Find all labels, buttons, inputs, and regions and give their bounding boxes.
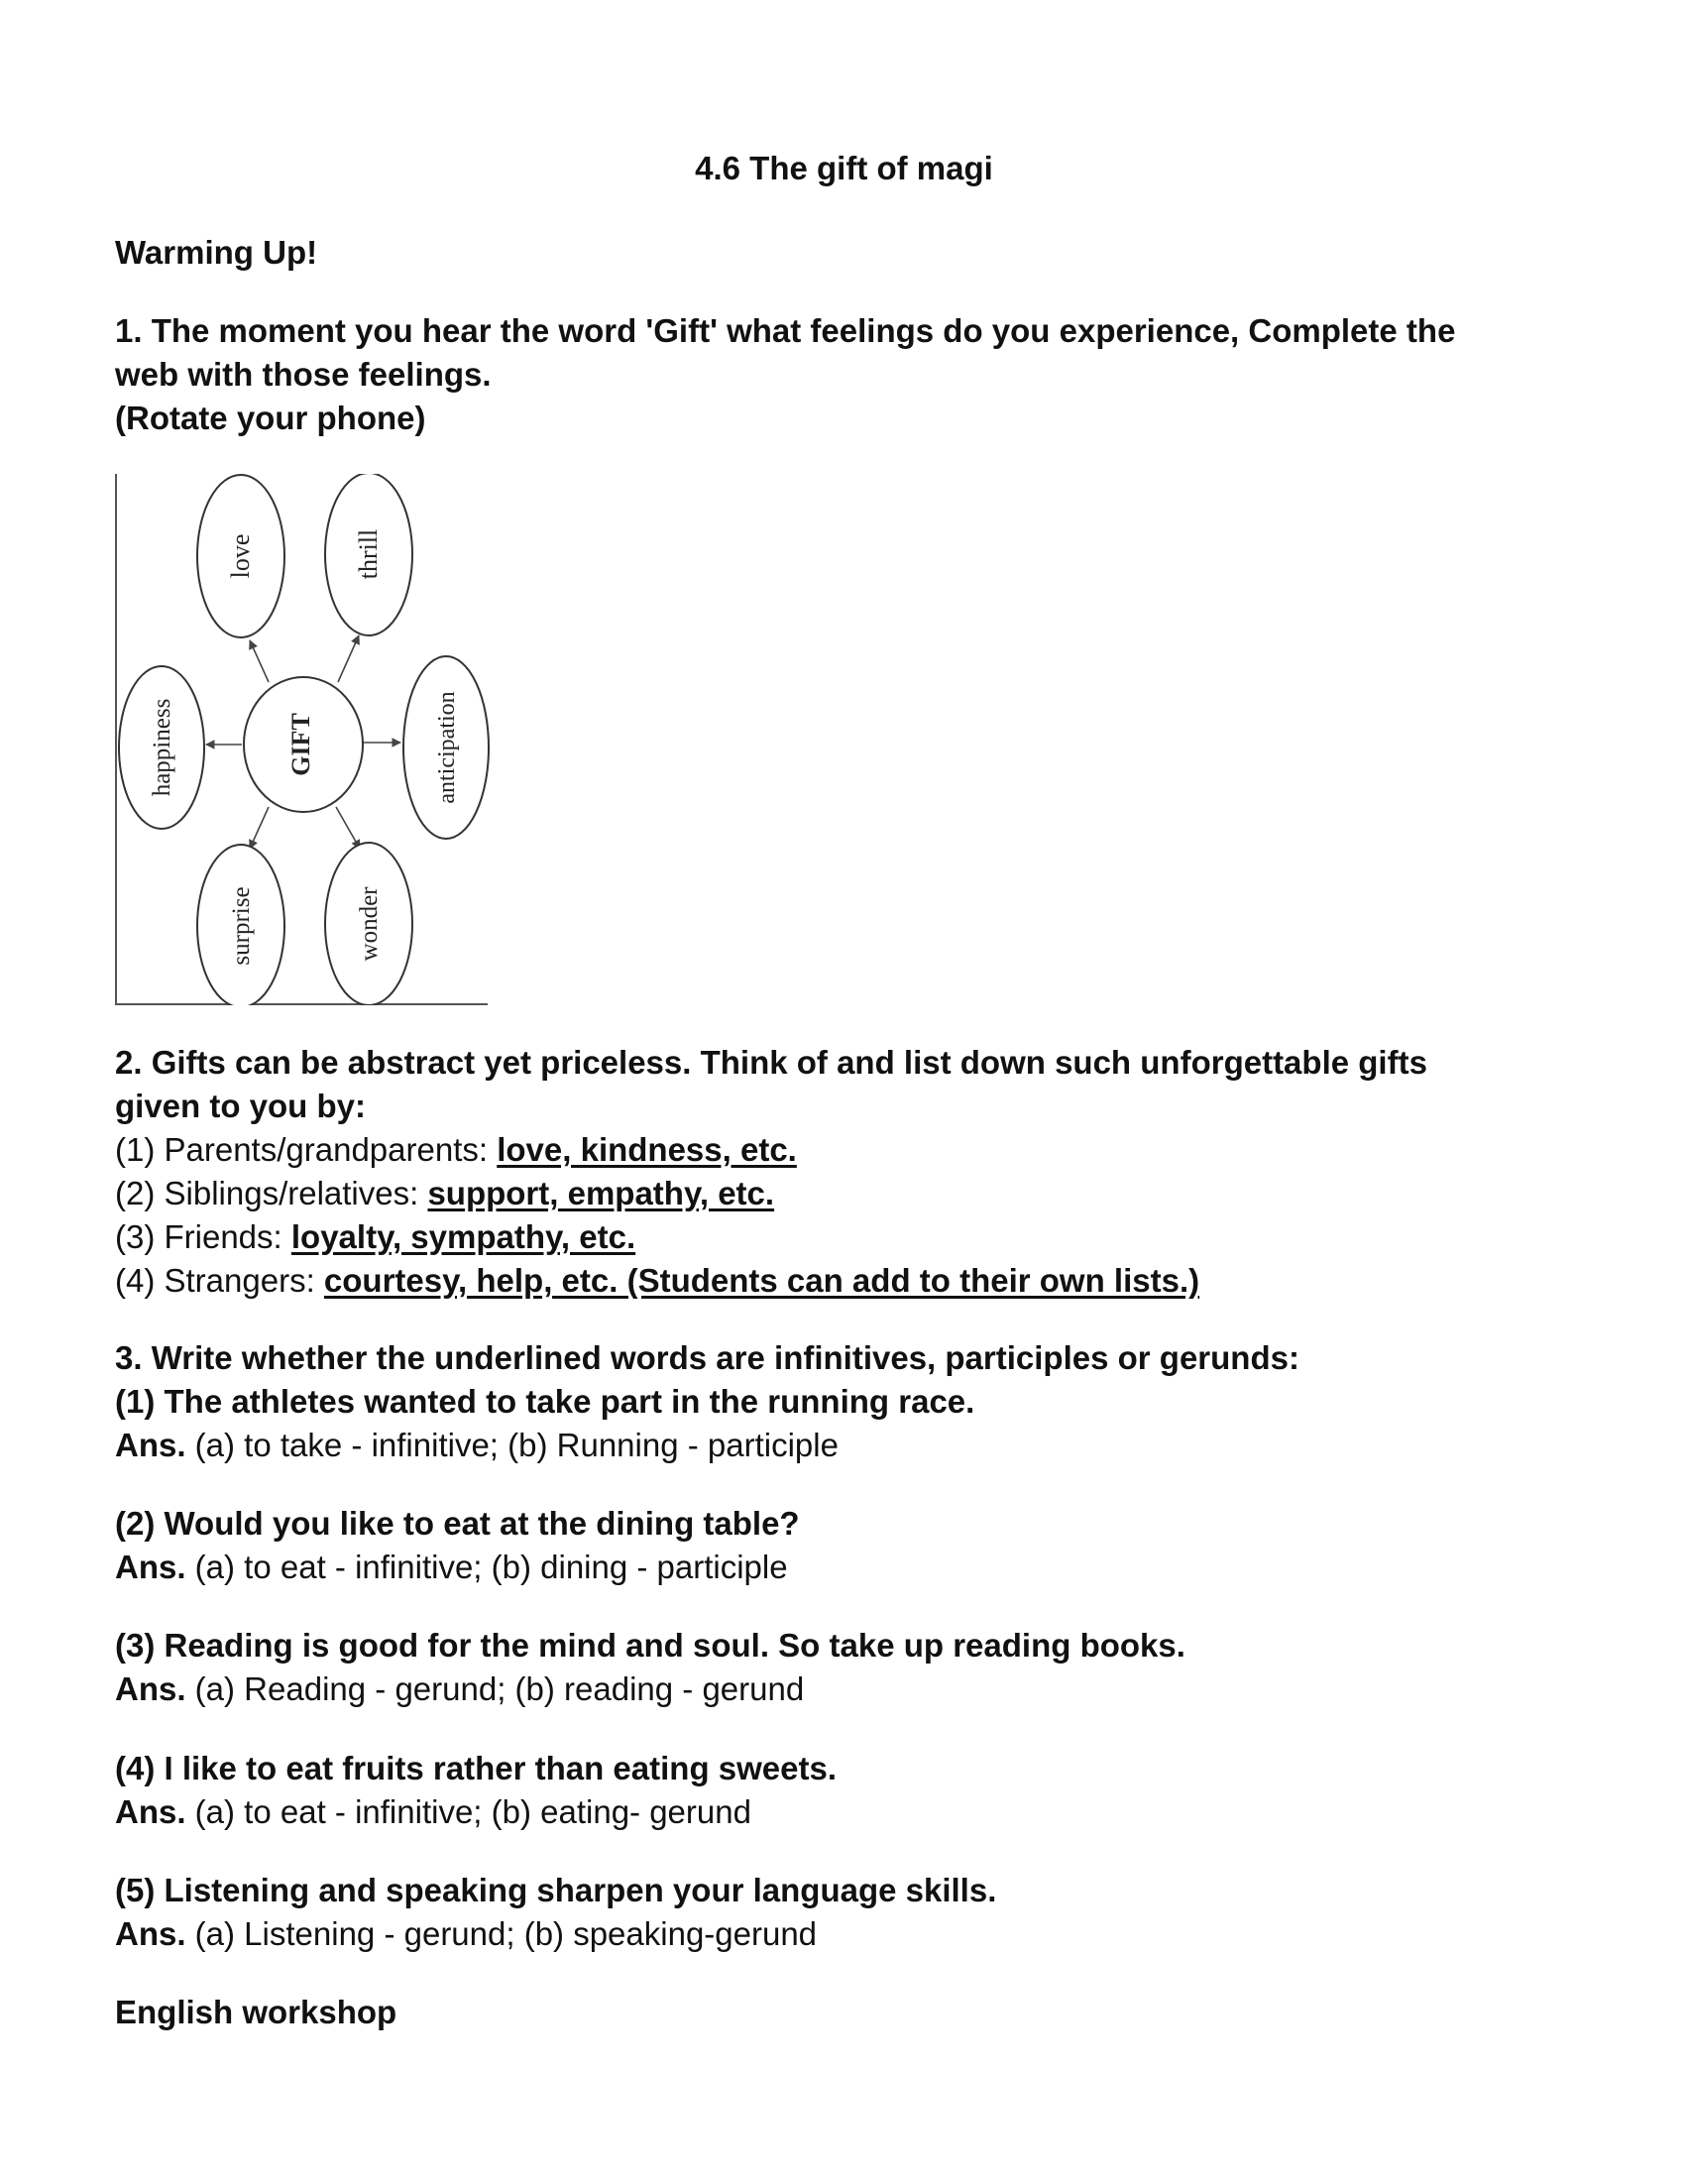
q2-line-1: 2. Gifts can be abstract yet priceless. Think of and list down such unforgettable gifts — [115, 1044, 1427, 1081]
q3-question: (4) I like to eat fruits rather than eating sweets. — [115, 1750, 838, 1786]
ans-text: (a) Reading - gerund; (b) reading - gerund — [185, 1670, 805, 1707]
q3-question: (2) Would you like to eat at the dining table? — [115, 1505, 800, 1542]
q3-question: (1) The athletes wanted to take part in the running race. — [115, 1383, 975, 1420]
ans-text: (a) to eat - infinitive; (b) dining - participle — [185, 1549, 788, 1585]
web-node-thrill-label: thrill — [354, 528, 383, 580]
q3-question: (3) Reading is good for the mind and soul. So take up reading books. — [115, 1627, 1185, 1664]
ans-label: Ans. — [115, 1427, 186, 1463]
q2-item — [115, 1261, 1199, 1301]
ans-text: (a) to take - infinitive; (b) Running - participle — [185, 1427, 839, 1463]
ans-label: Ans. — [115, 1915, 186, 1952]
arrow-to-thrill — [338, 635, 359, 682]
page-title: 4.6 The gift of magi — [695, 150, 993, 186]
q2-item-answer: love, kindness, etc. — [497, 1131, 797, 1168]
q2-item — [115, 1174, 774, 1213]
q3-question: (5) Listening and speaking sharpen your language skills. — [115, 1872, 997, 1908]
q2-item-answer: support, empathy, etc. — [427, 1175, 775, 1211]
q1-line-2: web with those feelings. — [115, 356, 492, 393]
ans-text: (a) Listening - gerund; (b) speaking-gerund — [185, 1915, 818, 1952]
web-center-label: GIFT — [286, 713, 315, 776]
q2-item-label: (2) Siblings/relatives: — [115, 1175, 428, 1211]
web-node-wonder-label: wonder — [356, 886, 383, 962]
web-node-love-label: love — [226, 533, 255, 579]
q3-answer — [115, 1669, 804, 1709]
q3-answer — [115, 1914, 817, 1954]
q2-item-answer: courtesy, help, etc. (Students can add to their own lists.) — [323, 1262, 1200, 1299]
arrow-to-love — [250, 640, 269, 682]
q2-item-label: (3) Friends: — [115, 1218, 291, 1255]
warming-up-heading: Warming Up! — [115, 234, 318, 271]
q2-item — [115, 1217, 635, 1257]
web-node-surprise-label: surprise — [228, 886, 255, 966]
ans-label: Ans. — [115, 1549, 186, 1585]
q2-item — [115, 1130, 797, 1170]
q3-answer — [115, 1548, 788, 1587]
q2-item-label: (1) Parents/grandparents: — [115, 1131, 498, 1168]
q2-item-label: (4) Strangers: — [115, 1262, 324, 1299]
english-workshop-heading: English workshop — [115, 1994, 397, 2030]
web-node-anticipation-label: anticipation — [434, 691, 460, 804]
ans-label: Ans. — [115, 1670, 186, 1707]
q3-answer — [115, 1792, 751, 1832]
arrow-to-wonder — [336, 807, 360, 849]
q3-answer — [115, 1426, 839, 1465]
ans-text: (a) to eat - infinitive; (b) eating- gerund — [185, 1793, 751, 1830]
web-node-happiness-label: happiness — [149, 698, 175, 797]
q2-item-answer: loyalty, sympathy, etc. — [290, 1218, 636, 1255]
q3-heading: 3. Write whether the underlined words are infinitives, participles or gerunds: — [115, 1339, 1299, 1376]
arrow-to-surprise — [250, 807, 269, 849]
q2-line-2: given to you by: — [115, 1088, 367, 1124]
gift-web-diagram — [115, 474, 492, 1005]
q1-line-3: (Rotate your phone) — [115, 400, 426, 436]
q1-line-1: 1. The moment you hear the word 'Gift' what feelings do you experience, Complete the — [115, 312, 1456, 349]
ans-label: Ans. — [115, 1793, 186, 1830]
